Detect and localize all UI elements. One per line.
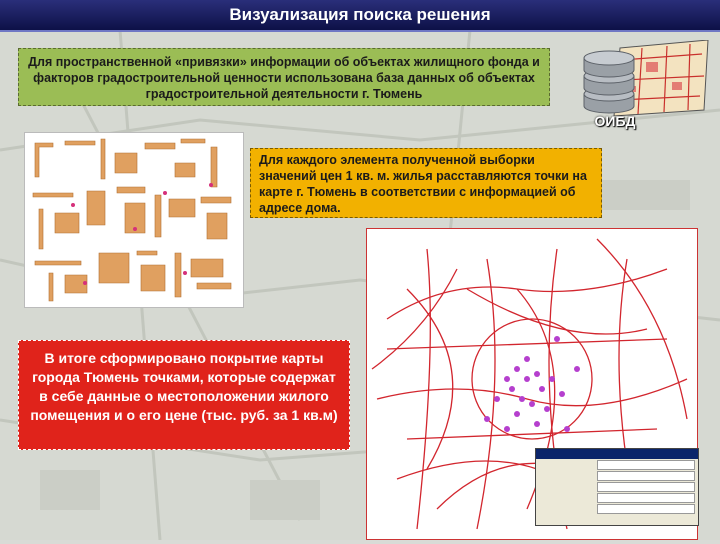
info-window-titlebar (536, 449, 698, 459)
database-label: ОИБД (594, 113, 636, 129)
info-row (539, 471, 695, 481)
page-title: Визуализация поиска решения (0, 0, 720, 32)
point-placement-text-box: Для каждого элемента полученной выборки значений цен 1 кв. м. жилья расставляются точки на карте г. Тюмень в соответствии с информацией об адресе дома. (250, 148, 602, 218)
attribute-info-window (535, 448, 699, 526)
info-row (539, 504, 695, 514)
result-text-box: В итоге сформировано покрытие карты города Тюмень точками, которые содержат в себе данные о местоположении жилого помещения и о его цене (тыс. руб. за 1 кв.м) (18, 340, 350, 450)
database-icon (580, 48, 638, 116)
info-row (539, 482, 695, 492)
buildings-map (24, 132, 244, 308)
info-row (539, 493, 695, 503)
intro-text-box: Для пространственной «привязки» информации об объектах жилищного фонда и факторов градостроительной ценности использована база данных об объектах градостроительной деятельности г. Тюмень (18, 48, 550, 106)
info-row (539, 460, 695, 470)
